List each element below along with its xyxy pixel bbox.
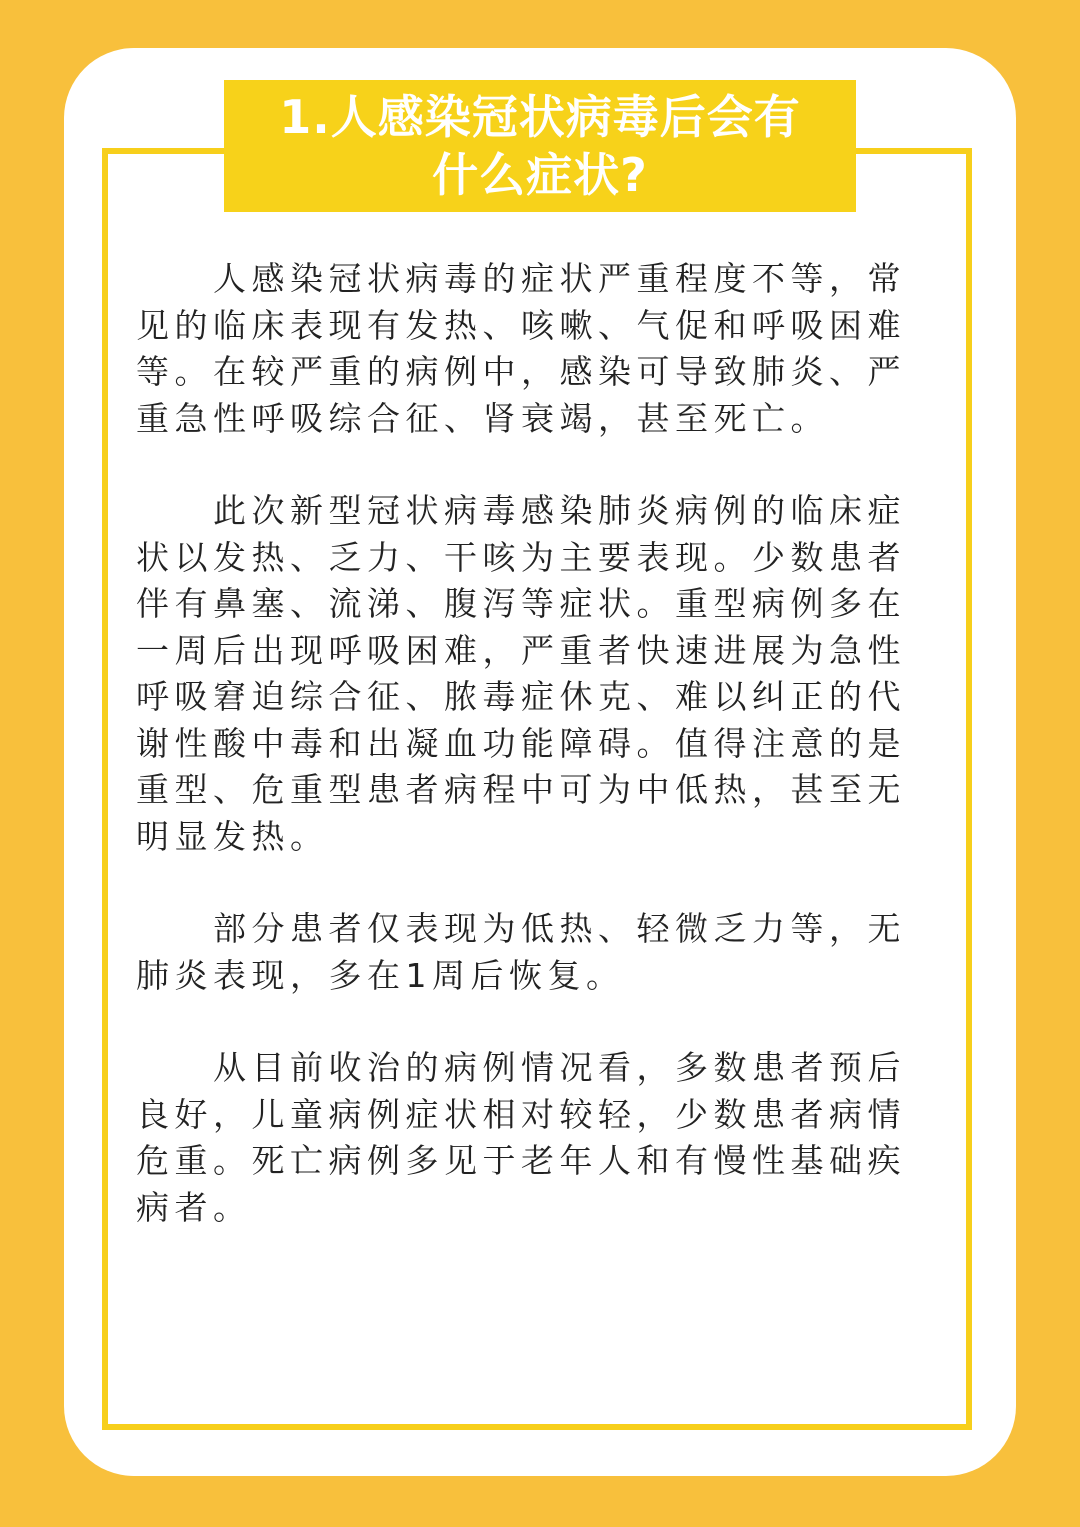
paragraph-2: 此次新型冠状病毒感染肺炎病例的临床症状以发热、乏力、干咳为主要表现。少数患者伴有鼻塞、流涕、腹泻等症状。重型病例多在一周后出现呼吸困难，严重者快速进展为急性呼吸窘迫综合征、脓毒症休克、难以纠正的代谢性酸中毒和出凝血功能障碍。值得注意的是重型、危重型患者病程中可为中低热，甚至无明显发热。: [136, 491, 906, 856]
title-banner: [224, 80, 856, 212]
paragraph-3: 部分患者仅表现为低热、轻微乏力等，无肺炎表现，多在1周后恢复。: [136, 909, 906, 995]
title-line-2: 什么症状?: [432, 148, 648, 202]
article-body: [136, 256, 906, 1277]
title-line-1: 1.人感染冠状病毒后会有: [279, 90, 801, 144]
paragraph-1: 人感染冠状病毒的症状严重程度不等，常见的临床表现有发热、咳嗽、气促和呼吸困难等。在较严重的病例中，感染可导致肺炎、严重急性呼吸综合征、肾衰竭，甚至死亡。: [136, 259, 906, 438]
paragraph-4: 从目前收治的病例情况看，多数患者预后良好，儿童病例症状相对较轻，少数患者病情危重。死亡病例多见于老年人和有慢性基础疾病者。: [136, 1048, 906, 1227]
